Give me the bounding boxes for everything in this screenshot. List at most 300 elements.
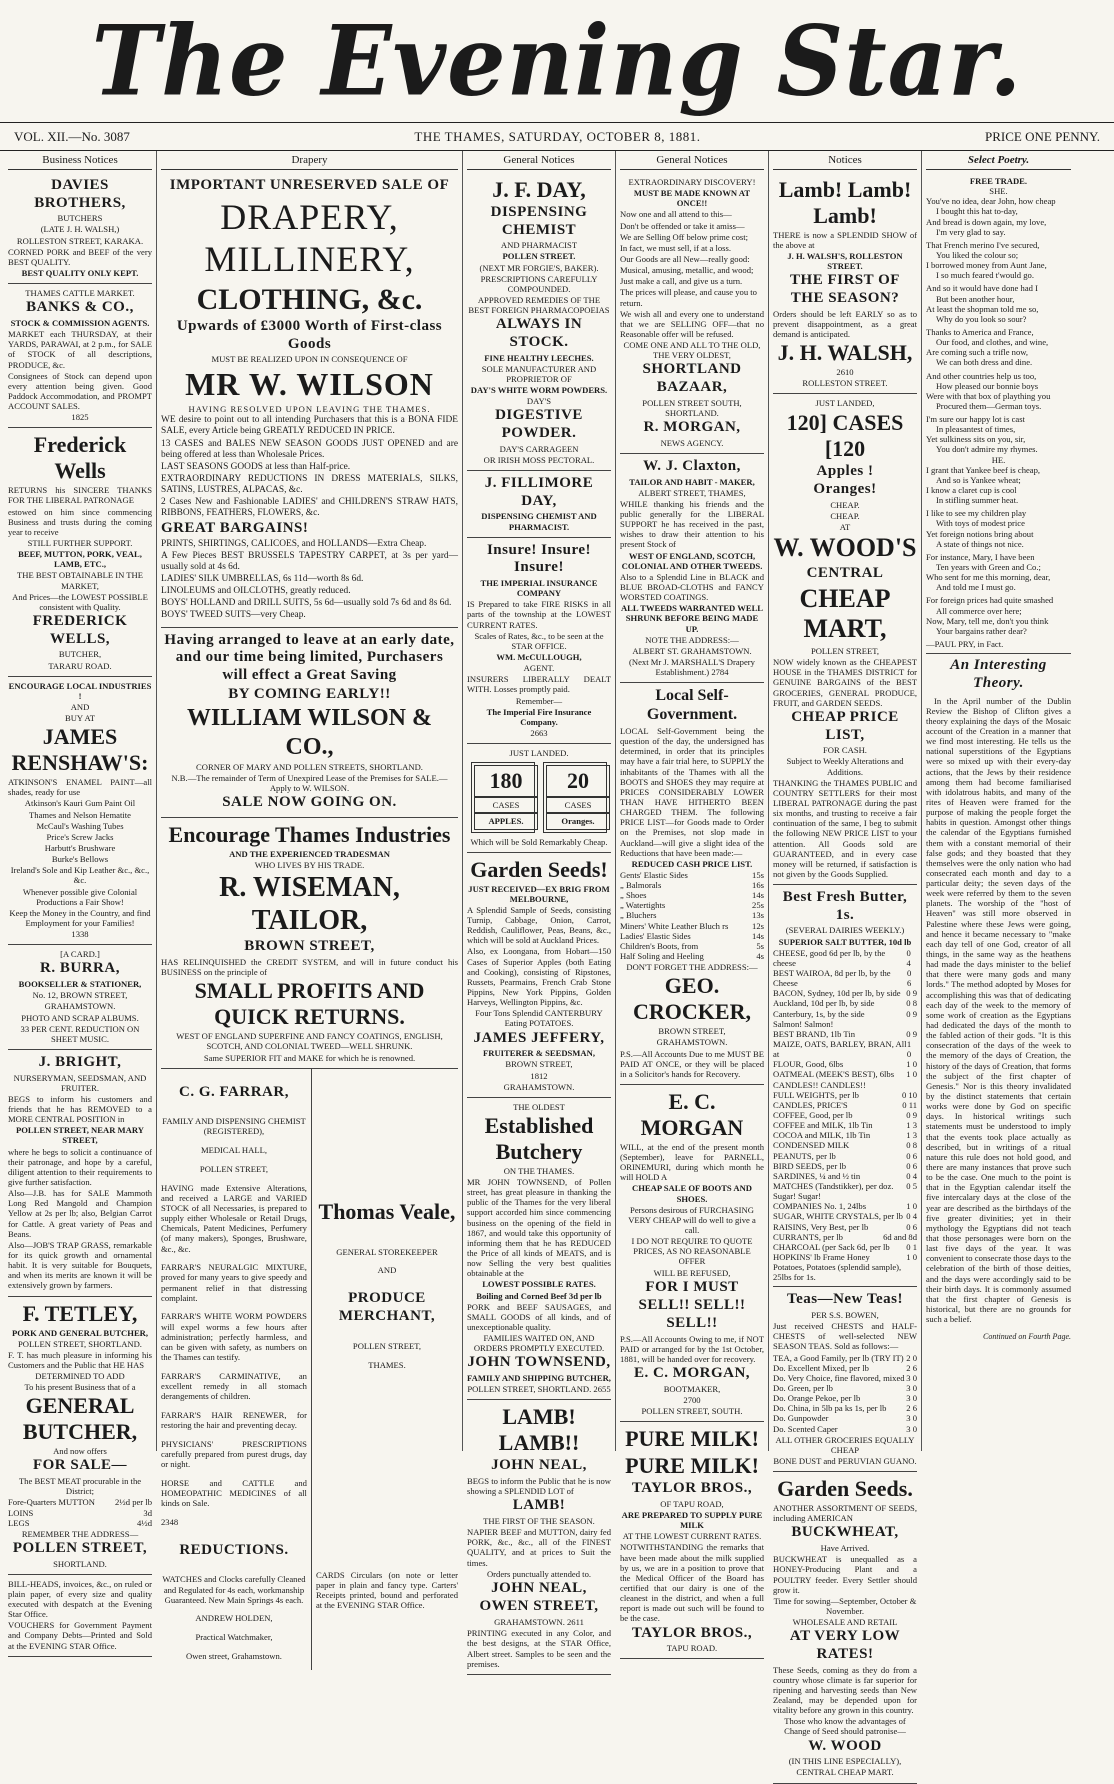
ad-line: ALWAYS IN STOCK. [495,316,583,350]
ad-line: REDUCED CASH PRICE LIST. [631,858,753,869]
price-value: 0 6 [906,1221,917,1232]
ad-line: JAMES JEFFERY, [473,1029,605,1046]
ad-line: PRODUCE MERCHANT, [338,1290,436,1325]
ad-line: EXTRAORDINARY DISCOVERY! [628,176,756,187]
ad-line: PURE MILK! [625,1426,759,1452]
ad-line: DIGESTIVE POWDER. [495,407,583,442]
ad-line: 2610 [836,367,854,378]
ad-line: Don't be offended or take it amiss— [620,220,745,231]
ad-line: Garden Seeds! [470,856,608,882]
ad-line: No. 12, BROWN STREET, [32,990,128,1001]
price-item: TEA, a Good Family, per lb (TRY IT) [773,1352,904,1363]
advertisement [467,1400,611,1674]
price-value: 14s [752,930,764,941]
ad-line: AGENT. [523,663,555,674]
ad-line: These Seeds, coming as they do from a country whose climate is far superior for ripening and harvesting seeds than New Zealand, may be depended upon for vitality before any grown in this country. [773,1664,917,1716]
price-value: 3 0 [906,1423,917,1434]
column-business-notices [4,151,157,1651]
ad-line: ANOTHER ASSORTMENT OF SEEDS, including AMERICAN [773,1503,917,1524]
ad-line: J. BRIGHT, [38,1053,122,1070]
box-number: 20 [546,765,610,797]
poem-line: Your bargains rather dear? [936,625,1027,636]
ad-line: OR IRISH MOSS PECTORAL. [483,454,595,465]
advertisement [8,173,152,284]
ad-line: 2663 [530,728,548,739]
advertisement [773,173,917,395]
ad-line: Harbutt's Brushware [44,842,116,853]
price-value: 2 0 [906,1352,917,1363]
price-value: 1 0 [906,1069,917,1080]
veale-ad [312,1069,458,1670]
advertisement [467,744,611,853]
poem-line: In pleasantest of times, [936,424,1016,435]
price-item: „ Balmorals [620,880,662,891]
ad-line: BANKS & CO., [26,299,134,316]
ad-line: Boiling and Corned Beef 3d per lb [476,1290,602,1301]
advertisement [620,1085,764,1422]
ad-line: Also—J.B. has for SALE Mammoth Long Red Mangold and Champion Yellow at 2s per lb; also, Belgian Carrot for Cattle. A great variety of Peas and Beans. [8,1188,152,1239]
ad-line: POLLEN STREET, SHORTLAND. 2655 [467,1384,611,1395]
price-value: 0 9 [906,1028,917,1039]
ad-line: ALBERT ST. GRAHAMSTOWN. [632,645,752,656]
ad-line: NURSERYMAN, SEEDSMAN, AND FRUITER. [13,1072,147,1093]
price-item: OATMEAL (MEEK'S BEST), 6lbs [773,1069,895,1080]
price-row [773,1090,917,1100]
ad-line: J. F. DAY, [492,176,586,202]
ad-line: J. H. WALSH'S, ROLLESTON STREET. [787,251,903,272]
poem-line: You liked the colour so; [936,249,1019,260]
price-value: 0 9 [906,988,917,999]
poem-line: All commerce over here; [936,605,1022,616]
column-heading: Select Poetry. [926,153,1071,170]
ad-line: Now one and all attend to this— [620,209,732,220]
price-item: Gents' Elastic Sides [620,869,688,880]
ad-line: Local Self-Government. [646,687,738,724]
ad-line: Remember— [515,695,563,706]
poem-line: But been another hour, [936,293,1015,304]
ad-line: Orders punctually attended to. [486,1568,592,1579]
column-heading: General Notices [467,153,611,170]
advertisement [467,538,611,744]
price-item: „ Bluchers [620,910,657,921]
ad-line: CENTRAL CHEAP MART. [796,1767,894,1778]
poem-line: At least the shopman told me so, [926,303,1039,314]
ad-line: Insure! Insure! Insure! [486,541,592,576]
ad-line: 2 Cases New and Fashionable LADIES' and CHILDREN'S STRAW HATS, RIBBONS, FEATHERS, FLOWERS, &c. [161,497,458,519]
advertisement-body [161,415,458,621]
ad-line: Thomas Veale, [318,1198,456,1224]
poem-line: I like to see my children play [926,508,1027,519]
price-item: COMPANIES No. 1, 24lbs [773,1201,867,1212]
price-value: 16s [752,880,764,891]
ad-line: P.S.—All Accounts Due to me MUST BE PAID AT ONCE, or they will be placed in a Solicitor's hands for Recovery. [620,1048,764,1079]
ad-line: JOHN NEAL, [491,1457,587,1474]
ad-line: Just make a call, and give us a turn. [620,276,743,287]
ad-line: 13 CASES and BALES NEW SEASON GOODS JUST OPENED and are being offered at less than Wholesale Prices. [161,438,458,460]
price-value: 0 11 [902,1099,917,1110]
ad-line: AT THE LOWEST CURRENT RATES. [622,1531,762,1542]
poem-line: Ten years with Green and Co.; [936,562,1041,573]
ad-line: Atkinson's Kauri Gum Paint Oil [24,798,136,809]
price-value: 2½d per lb [115,1497,152,1508]
ad-line: CLOTHING, &c. [196,282,423,316]
poem-line: Are coming such a trifle now, [926,347,1029,358]
price-box [543,762,607,832]
ad-line: EXTRAORDINARY REDUCTIONS IN DRESS MATERIALS, SILKS, SATINS, LUSTRES, ALPACAS, &c. [161,473,458,495]
price-item: COFFEE and MILK, 1lb Tin [773,1120,873,1131]
box-label: CASES [546,797,610,813]
ad-line: Four Tons Splendid CANTERBURY Eating POTATOES. [475,1008,603,1029]
column-drapery [157,151,463,1661]
ad-line: Subject to Weekly Alterations and Additions. [786,756,904,777]
poem-line: And other countries help us too, [926,370,1037,381]
price-value: 0 1 [906,1241,917,1252]
ad-line: Price's Screw Jacks [46,831,114,842]
ad-line: BOYS' TWEED SUITS—very Cheap. [161,610,306,621]
ad-line: W. J. Claxton, [643,457,741,474]
price-value: 12s [752,920,764,931]
price-value: 13s [752,910,764,921]
ad-line: GEO. CROCKER, [633,973,751,1025]
ad-line: 33 PER CENT. REDUCTION ON SHEET MUSIC. [20,1023,140,1044]
ad-line: GRAHAMSTOWN. 2611 [494,1617,584,1628]
ad-line: WILL BE REFUSED, [653,1267,731,1278]
ad-line: AND [377,1265,397,1276]
ad-line: PRINTS, SHIRTINGS, CALICOES, and HOLLANDS—Extra Cheap. [161,538,427,549]
ad-line: The prices will please, and cause you to return. [620,287,757,308]
ad-line: ALL OTHER GROCERIES EQUALLY CHEAP [775,1434,915,1455]
price-item: CURRANTS, per lb [773,1231,843,1242]
ad-line: DISPENSING CHEMIST [490,203,588,238]
ad-line: Musical, amusing, metallic, and wood; [620,265,754,276]
price-value: 2 6 [906,1362,917,1373]
price-row [773,1151,917,1161]
ad-line: FREDERICK WELLS, [32,613,128,647]
ad-line: GRAHAMSTOWN. [656,1037,728,1048]
price-item: MAIZE, OATS, BARLEY, BRAN, All at [773,1038,907,1060]
ad-line: AT [839,522,851,533]
ad-line: FAMILIES WAITED ON, AND ORDERS PROMPTLY EXECUTED. [473,1333,605,1354]
ad-line: DAVIES BROTHERS, [34,176,126,211]
ad-line: Lamb! Lamb! Lamb! [778,176,912,228]
price-value: 0 6 [907,968,912,989]
ad-line: 2700 [683,1394,701,1405]
ad-line: TAPU ROAD. [666,1643,718,1654]
ad-line: SHORTLAND BAZAAR, [642,361,742,396]
advertisement [773,1287,917,1472]
price-item: HOPKINS' lb Frame Honey [773,1251,870,1262]
ad-line: Having arranged to leave at an early date, and our time being limited, Purchasers will effect a Great Saving [164,631,455,683]
ad-line: FINE HEALTHY LEECHES. [484,352,594,363]
ad-line: ALBERT STREET, THAMES, [638,487,746,498]
price-row [773,998,917,1008]
price-item: Potatoes, Potatoes (splendid sample), 25lbs for 1s. [773,1262,902,1283]
ad-line: The Imperial Fire Insurance Company. [486,706,592,727]
ad-line: DAY'S CARRAGEEN [499,443,579,454]
price-row [8,1518,152,1528]
price-item: „ Watertights [620,900,666,911]
ad-line: THANKING the THAMES PUBLIC and COUNTRY SETTLERS for their most LIBERAL PATRONAGE during the past six months, and trusting to receive a fair continuation of the same, I beg to submit the following NEW PRICE LIST to your attention. All Goods sold are GUARANTEED, and in every case money will be returned, if satisfaction is not given by the Goods Supplied. [773,777,917,879]
ad-line: THAMES CATTLE MARKET. [25,288,135,299]
ad-line: ANDREW HOLDEN, [195,1613,273,1624]
dateline [0,122,1114,151]
ad-line: DON'T FORGET THE ADDRESS:— [626,962,758,973]
ad-line: SALE NOW GOING ON. [222,794,397,811]
price-row [620,880,764,890]
ad-line: Burke's Bellows [51,854,109,865]
ad-line: POLLEN STREET, [352,1340,422,1351]
ad-line: PORK AND GENERAL BUTCHER, [11,1327,149,1338]
price-item: PEANUTS, per lb [773,1150,836,1161]
poem [926,173,1071,654]
ad-line: 2348 [161,1516,179,1527]
price-item: CANDLES!! CANDLES!! [773,1079,866,1090]
price-item: „ Shoes [620,890,647,901]
ad-line: BUTCHERS [57,213,103,224]
price-box [471,762,535,832]
price-item: CANDLES, PRICE'S [773,1099,848,1110]
poem-line: I grant that Yankee beef is cheap, [926,464,1041,475]
ad-line: TAYLOR BROS., [631,1624,753,1641]
poem-line: And bread is down again, my love, [926,216,1047,227]
ad-line: THERE is now a SPLENDID SHOW of the above at [773,229,917,251]
ad-line: POLLEN STREET SOUTH, SHORTLAND. [642,397,742,418]
ad-line: PURE MILK! [625,1453,759,1479]
ad-line: FOR CASH. [823,745,867,756]
price-row [773,1069,917,1079]
advertisement [467,173,611,471]
ad-line: ENCOURAGE LOCAL INDUSTRIES ! [8,680,152,701]
ad-line: WHOLESALE AND RETAIL [792,1617,898,1628]
ad-line: E. C. MORGAN, [633,1365,751,1382]
poem-line: How pleased our bonnie boys [936,380,1039,391]
price-row [773,1403,917,1413]
ad-line: NOTWITHSTANDING the remarks that have been made about the milk supplied by us, we are in a position to prove that the Medical Officer of the Board has certified that our dairy is one of the cleanest in the district, and when a full report is made out such will be found to be the case. [620,1542,764,1624]
ad-line: JUST RECEIVED—EX BRIG FROM MELBOURNE, [468,883,610,904]
ad-line: VOUCHERS for Government Payment and Company Debts—Printed and Sold at the EVENING STAR Office. [8,1620,152,1651]
ad-line: Orders should be left EARLY so as to prevent disappointment, as a great demand is anticipated. [773,308,917,340]
price-value: 0 4 [906,1211,917,1222]
advertisement [8,284,152,428]
ad-line: [A CARD.] [60,949,100,960]
ad-line: PER S.S. BOWEN, [811,1310,879,1321]
price-item: Do. Green, per lb [773,1383,833,1394]
price-item: Auckland, 10d per lb, by side [773,998,875,1009]
ad-line: ROLLESTON STREET. [802,378,888,389]
ad-line: Have Arrived. [820,1543,870,1554]
ad-line: RETURNS his SINCERE THANKS FOR THE LIBERAL PATRONAGE [8,485,152,506]
ad-line: POLLEN STREET. [502,251,576,262]
ad-line: Upwards of £3000 Worth of First-class Goods [176,317,443,352]
ad-line: Same SUPERIOR FIT and MAKE for which he is renowned. [203,1052,416,1063]
ad-line: GRAHAMSTOWN. [503,1081,575,1092]
price-value: 0 5 [906,1180,917,1191]
ad-line: Encourage Thames Industries [168,822,451,848]
price-row [773,1363,917,1373]
ad-line: FAMILY AND DISPENSING CHEMIST (REGISTERED), [162,1116,306,1137]
price-value: 1 0 [906,1059,917,1070]
ad-line: WILL, at the end of the present month (September), leave for PARNELL, ORINEMURI, during which month he will HOLD A [620,1141,764,1183]
ad-line: estowed on him since commencing Business and trusts during the coming year to receive [8,506,152,537]
ad-line: Thames and Nelson Hematite [29,809,131,820]
ad-line: WEST OF ENGLAND, SCOTCH, COLONIAL AND OTHER TWEEDS. [621,550,763,571]
ad-line: BROWN STREET, [505,1059,573,1070]
column-heading: Drapery [161,153,458,170]
ad-line: COME ONE AND ALL TO THE OLD, THE VERY OLDEST, [623,340,761,361]
price-row [8,1497,152,1507]
price-row [620,941,764,951]
poem-line: And so it would have done had I [926,283,1038,294]
ad-line: BEGS to inform his customers and friends that he has REMOVED to a MORE CENTRAL POSITION in [8,1093,152,1125]
ad-line: JAMES RENSHAW'S: [11,724,149,776]
column-select-poetry [922,151,1075,1451]
ad-line: TARARU ROAD. [48,660,112,671]
ad-line: SUPERIOR SALT BUTTER, 10d lb [778,936,912,947]
ad-line: FARRAR'S WHITE WORM POWDERS will expel worms a few hours after administration; perfectly harmless, and can be given with safety, as numbers on the Thames can testify. [161,1311,307,1362]
price-row [620,910,764,920]
ad-line: (NEXT MR FORGIE'S, BAKER). [479,262,599,273]
ad-line: CHEAP SALE OF BOOTS AND SHOES. [631,1183,753,1204]
ad-line: POLLEN STREET, [810,646,880,657]
ad-line: CHEAP. [830,499,860,510]
issue-date: THE THAMES, SATURDAY, OCTOBER 8, 1881. [414,129,701,144]
advertisement [161,628,458,818]
ad-line: (LATE J. H. WALSH,) [40,224,120,235]
ad-line: CORNED PORK and BEEF of the very BEST QUALITY. [8,246,152,267]
ad-line: Those who know the advantages of Change of Seed should patronise— [784,1716,906,1737]
price-row [773,1161,917,1171]
ad-line: R. MORGAN, [643,419,741,436]
ad-line: W. WOOD [808,1737,882,1754]
ad-line: IMPORTANT UNRESERVED SALE OF [169,176,450,193]
price-row [773,1222,917,1232]
ad-line: WEST OF ENGLAND SUPERFINE AND FANCY COATINGS, ENGLISH, SCOTCH, AND COLONIAL TWEED—WELL SHRUNK. [176,1031,443,1052]
ad-line: Garden Seeds. [777,1476,913,1502]
advertisement-pair [161,1069,458,1670]
ad-line: BROWN STREET, [244,938,375,955]
ad-line: A Splendid Sample of Seeds, consisting Turnip, Cabbage, Onion, Carrot, Reddish, Cauliflower, Peas, Beans, &c., which will be sold at Auckland Prices. [467,904,611,946]
ad-line: CHEAP MART, [799,583,891,644]
price-item: COCOA and MILK, 1lb Tin [773,1130,871,1141]
ad-line: BUTCHER, [58,649,102,660]
price-value: 1 3 [906,1120,917,1131]
ad-line: PRINTING executed in any Color, and the best designs, at the STAR Office, Albert street. Samples to be seen and the premises. [467,1628,611,1669]
price: PRICE ONE PENNY. [985,129,1100,144]
ad-line: 120] CASES [120 [786,409,904,461]
poem-line: In stifling summer heat. [936,495,1019,506]
ad-line: APPROVED REMEDIES OF THE BEST FOREIGN PHARMACOPOEIAS [468,295,610,316]
ad-line: SMALL PROFITS AND QUICK RETURNS. [194,978,425,1030]
ad-line: NAPIER BEEF and MUTTON, dairy fed PORK, &c., &c., all of the FINEST QUALITY, and at prices to Suit the times. [467,1527,611,1568]
price-row [773,1262,917,1282]
ad-line: FARRAR'S NEURALGIC MIXTURE, proved for many years to give speedy and permanent relief in that distressing complaint. [161,1262,307,1303]
ad-line: THE FIRST OF THE SEASON? [790,272,900,307]
ad-line: BOOKSELLER & STATIONER, [18,979,142,990]
poem-line: A state of things not nice. [936,538,1024,549]
ad-line: Oranges! [813,481,877,498]
ad-line: POLLEN STREET, [199,1163,269,1174]
ad-line: MR JOHN TOWNSEND, of Pollen street, has great pleasure in thanking the public of the Thames for the very liberal support accorded him since commencing business on the opening of the field in 1867, and would take this opportunity of informing them that he has REDUCED the Price of all kinds of MEATS, and is now Selling the very best qualities obtainable at the [467,1177,611,1279]
advertisement [773,885,917,1287]
advertisement [620,454,764,683]
ad-line: POLLEN STREET, [12,1539,148,1556]
ad-line: JOHN TOWNSEND, [467,1354,611,1371]
price-row [773,948,917,968]
price-row [773,1353,917,1363]
ad-line: AND THE EXPERIENCED TRADESMAN [229,849,390,860]
continued-note: Continued on Fourth Page. [983,1332,1071,1342]
ad-line: F. TETLEY, [22,1300,138,1326]
poem-line: With toys of modest price [936,518,1025,529]
ad-line: THE IMPERIAL INSURANCE COMPANY [480,578,598,599]
poem-line: Yet sulkiness sits on you, sir, [926,434,1026,445]
ad-line: The BEST MEAT procurable in the District; [18,1476,142,1497]
price-row [773,1100,917,1110]
price-value: 4½d [136,1517,152,1528]
ad-line: POLLEN STREET, SHORTLAND. [18,1338,142,1349]
box-item: Oranges. [546,813,610,829]
ad-line: JOHN NEAL, [491,1579,587,1596]
columns [0,151,1114,1778]
price-row [773,1009,917,1019]
ad-line: Frederick Wells [33,432,127,484]
ad-line: Apples ! [816,462,874,479]
price-value: 1 3 [906,1130,917,1141]
ad-line: BROWN STREET, [658,1026,726,1037]
ad-line: WE desire to point out to all intending Purchasers that this is a BONA FIDE SALE, every Article being GREATLY REDUCED IN PRICE. [161,415,458,437]
ad-line: F. T. has much pleasure in informing his Customers and the Public that HE HAS [8,1349,152,1370]
price-item: COFFEE, Good, per lb [773,1109,853,1120]
ad-line: ATKINSON'S ENAMEL PAINT—all shades, ready for use [8,777,152,798]
price-value: 0 8 [906,1140,917,1151]
price-item: SUGAR, WHITE CRYSTALS, per lb [773,1211,903,1222]
poem-line: Procured them—German toys. [936,400,1042,411]
ad-line: ARE PREPARED TO SUPPLY PURE MILK [621,1510,763,1531]
price-item: Fore-Quarters MUTTON [8,1497,95,1508]
price-row [773,1232,917,1242]
advertisement [467,1098,611,1401]
ad-line: FAMILY AND SHIPPING BUTCHER, [467,1373,611,1384]
advertisement [8,428,152,676]
ad-line: BUY AT [64,713,95,724]
price-value: 4s [756,951,764,962]
ad-line: ROLLESTON STREET, KARAKA. [16,235,144,246]
price-row [773,1413,917,1423]
ad-line: We wish all and every one to understand that we are SELLING OFF—that no Reasonable offer will be refused. [620,308,764,339]
ad-line: J. H. WALSH, [777,340,913,366]
price-value: 3d [143,1507,152,1518]
ad-line: W. WOOD'S [773,533,917,563]
ad-line: McCaul's Washing Tubes [36,820,124,831]
ad-line: ON THE THAMES. [503,1165,575,1176]
ad-line: GREAT BARGAINS! [161,520,309,537]
price-item: BACON, Sydney, 10d per lb, by side [773,988,901,999]
ad-line: Practical Watchmaker, [195,1632,273,1643]
price-item: Half Soling and Heeling [620,951,704,962]
price-item: Do. Scented Caper [773,1423,838,1434]
poem-line: Now, Mary, tell me, don't you think [926,615,1049,626]
price-item: CONDENSED MILK [773,1140,850,1151]
ad-line: 1825 [71,412,89,423]
ad-line: CARDS Circulars (on note or letter paper in plain and fancy type. Carters' Receipts printed, bound and perforated at the EVENING STAR Office. [315,1569,458,1611]
price-value: 0 6 [906,1150,917,1161]
advertisement [8,945,152,1050]
poem-line: You don't admire my rhymes. [936,444,1038,455]
ad-line: Scales of Rates, &c., to be seen at the STAR OFFICE. [474,630,604,651]
price-value: 0 8 [906,998,917,1009]
price-item: FULL WEIGHTS, per lb [773,1089,859,1100]
price-row [773,1181,917,1191]
